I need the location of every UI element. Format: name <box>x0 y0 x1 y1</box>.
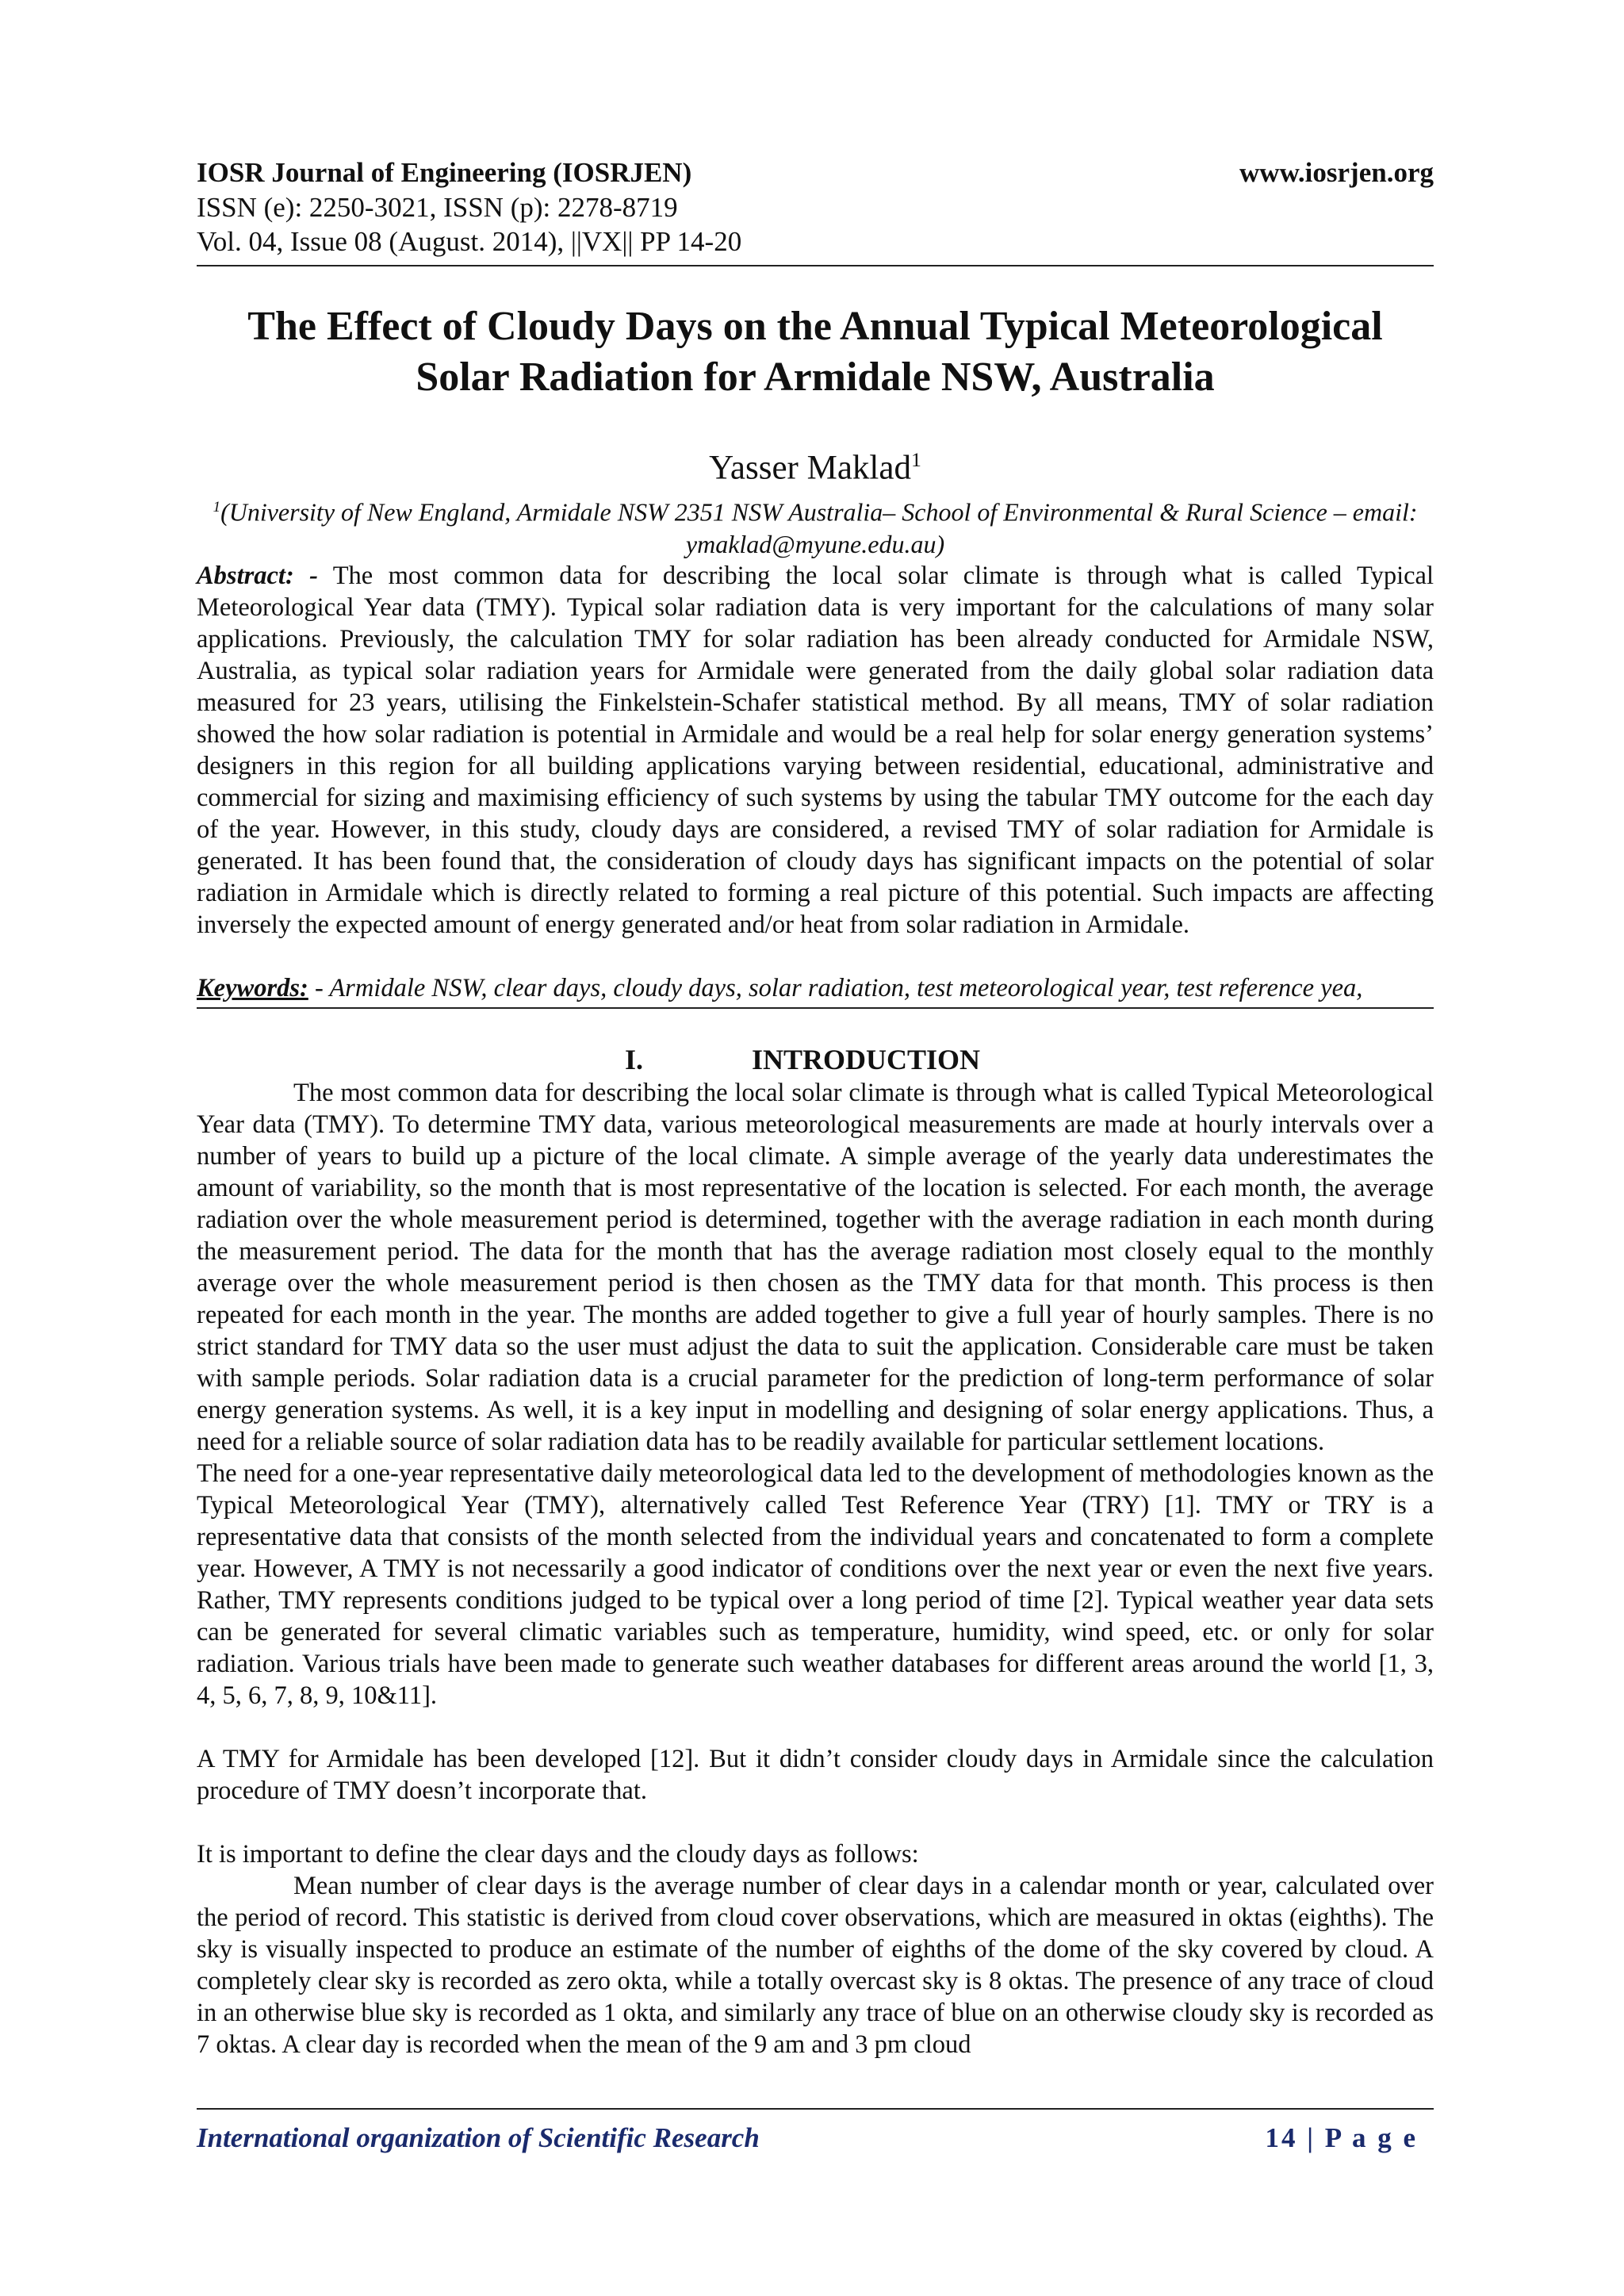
abstract-text: The most common data for describing the local solar climate is through what is called Typical Meteorological Year data (TMY). Typical solar radiation data is very important for the calculations of many solar applications. Previously, the calculation TMY for solar radiation has been already conducted for Armidale NSW, Australia, as typical solar radiation years for Armidale were generated from the daily global solar radiation data measured for 23 years, utilising the Finkelstein-Schafer statistical method. By all means, TMY of solar radiation showed the how solar radiation is potential in Armidale and would be a real help for solar energy generation systems’ designers in this region for all building applications varying between residential, educational, administrative and commercial for sizing and maximising efficiency of such systems by using the tabular TMY outcome for the each day of the year. However, in this study, cloudy days are considered, a revised TMY of solar radiation for Armidale is generated. It has been found that, the consideration of cloudy days has significant impacts on the potential of solar radiation in Armidale which is directly related to forming a real picture of this potential. Such impacts are affecting inversely the expected amount of energy generated and/or heat from solar radiation in Armidale. <box>197 561 1434 939</box>
author <box>197 439 1434 489</box>
affiliation-superscript: 1 <box>213 499 221 516</box>
header-top-row <box>197 155 1434 190</box>
keywords-text: - Armidale NSW, clear days, cloudy days, solar radiation, test meteorological year, test reference yea, <box>308 973 1363 1002</box>
intro-paragraph-3: A TMY for Armidale has been developed [12]. But it didn’t consider cloudy days in Armidale since the calculation procedure of TMY doesn’t incorporate that. <box>197 1744 1434 1805</box>
issn-line: ISSN (e): 2250-3021, ISSN (p): 2278-8719 <box>197 192 678 223</box>
section-title: INTRODUCTION <box>752 1043 981 1075</box>
abstract <box>197 560 1434 941</box>
author-name: Yasser Maklad <box>709 449 911 487</box>
paper-title <box>197 301 1434 403</box>
journal-name: IOSR Journal of Engineering (IOSRJEN) <box>197 157 692 188</box>
affiliation <box>197 492 1434 560</box>
keywords-label: Keywords: <box>197 973 308 1002</box>
footer-row <box>197 2121 1434 2156</box>
intro-paragraph-5: Mean number of clear days is the average number of clear days in a calendar month or year, calculated over the period of record. This statistic is derived from cloud cover observations, which are measured in oktas (eighths). The sky is visually inspected to produce an estimate of the number of eighths of the dome of the sky covered by cloud. A completely clear sky is recorded as zero okta, while a totally overcast sky is 8 oktas. The presence of any trace of cloud in an otherwise blue sky is recorded as 1 okta, and similarly any trace of blue on an otherwise cloudy sky is recorded as 7 oktas. A clear day is recorded when the mean of the 9 am and 3 pm cloud <box>197 1871 1434 2059</box>
header-divider <box>197 265 1434 266</box>
intro-paragraph-4: It is important to define the clear days and the cloudy days as follows: <box>197 1839 919 1869</box>
footer-divider <box>197 2108 1434 2110</box>
affiliation-text: (University of New England, Armidale NSW 2351 NSW Australia– School of Environmental & Rural Science – email: ymaklad@myune.edu.au) <box>220 497 1418 558</box>
volume-line: Vol. 04, Issue 08 (August. 2014), ||VX|| PP 14-20 <box>197 226 742 257</box>
intro-paragraph-1: The most common data for describing the local solar climate is through what is called Typical Meteorological Year data (TMY). To determine TMY data, various meteorological measurements are made at hourly intervals over a number of years to build up a picture of the local climate. A simple average of the yearly data underestimates the amount of variability, so the month that is most representative of the location is selected. For each month, the average radiation over the whole measurement period is determined, together with the average radiation in each month during the measurement period. The data for the month that has the average radiation most closely equal to the monthly average over the whole measurement period is then chosen as the TMY data for that month. This process is then repeated for each month in the year. The months are added together to give a full year of hourly samples. There is no strict standard for TMY data so the user must adjust the data to suit the application. Considerable care must be taken with sample periods. Solar radiation data is a crucial parameter for the prediction of long-term performance of solar energy generation systems. As well, it is a key input in modelling and designing of solar energy applications. Thus, a need for a reliable source of solar radiation data has to be readily available for particular settlement locations. <box>197 1078 1434 1456</box>
page-number: 14 | P a g e <box>1265 2122 1418 2153</box>
title-line-2: Solar Radiation for Armidale NSW, Australia <box>416 355 1215 400</box>
section-number: I. <box>625 1043 644 1075</box>
footer-organization: International organization of Scientific Research <box>197 2122 760 2153</box>
abstract-label: Abstract: - <box>197 561 318 590</box>
intro-paragraph-2: The need for a one-year representative daily meteorological data led to the development of methodologies known as the Typical Meteorological Year (TMY), alternatively called Test Reference Year (TRY) [1]. TMY or TRY is a representative data that consists of the month selected from the individual years and concatenated to form a complete year. However, A TMY is not necessarily a good indicator of conditions over the next year or even the next five years. Rather, TMY represents conditions judged to be typical over a long period of time [2]. Typical weather year data sets can be generated for several climatic variables such as temperature, humidity, wind speed, etc. or only for solar radiation. Various trials have been made to generate such weather databases for different areas around the world [1, 3, 4, 5, 6, 7, 8, 9, 10&11]. <box>197 1458 1434 1710</box>
page-footer <box>197 2108 1434 2156</box>
journal-header <box>197 155 1434 266</box>
title-line-1: The Effect of Cloudy Days on the Annual Typical Meteorological <box>247 304 1383 349</box>
keywords-divider <box>197 1007 1434 1009</box>
author-superscript: 1 <box>910 448 921 471</box>
keywords <box>197 972 1434 1004</box>
journal-website: www.iosrjen.org <box>1239 157 1434 188</box>
page <box>197 155 1434 2060</box>
section-heading <box>625 1042 1434 1077</box>
